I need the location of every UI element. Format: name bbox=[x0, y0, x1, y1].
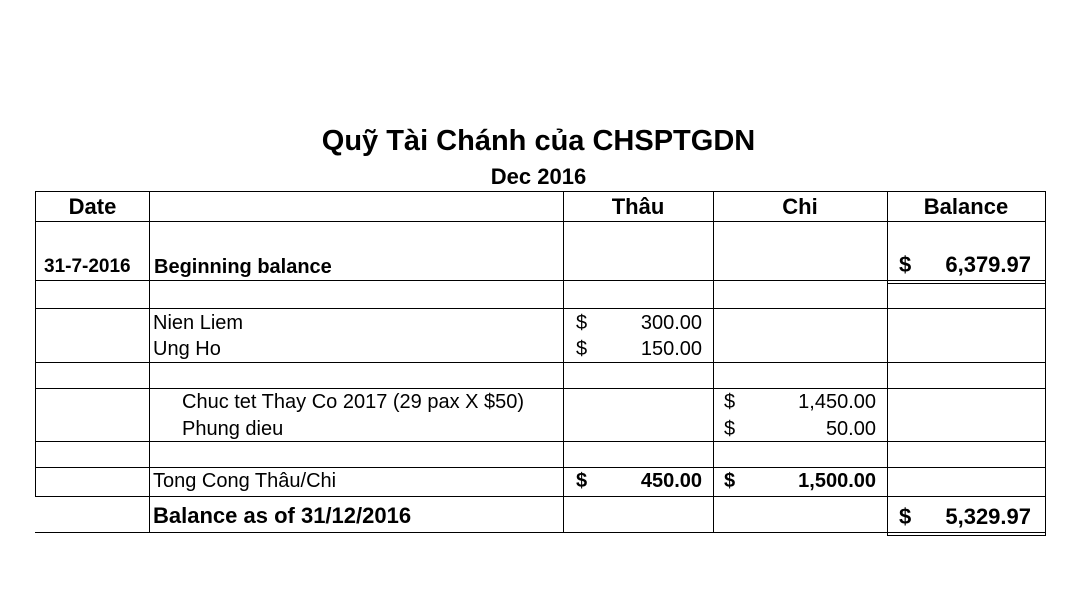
totals-description: Tong Cong Thâu/Chi bbox=[153, 470, 337, 492]
income-amount: 300.00 bbox=[640, 312, 702, 334]
grid-line bbox=[35, 221, 1046, 222]
income-currency: $ bbox=[576, 312, 588, 334]
grid-line bbox=[149, 191, 150, 533]
header-thau: Thâu bbox=[611, 194, 665, 219]
grid-line bbox=[35, 362, 1046, 363]
totals-chi-currency: $ bbox=[724, 470, 736, 492]
grid-line bbox=[35, 308, 1046, 309]
totals-thau: 450.00 bbox=[640, 470, 702, 492]
header-chi: Chi bbox=[782, 194, 818, 219]
grid-line bbox=[563, 191, 564, 533]
expense-currency: $ bbox=[724, 391, 736, 413]
expense-amount: 50.00 bbox=[825, 418, 876, 440]
income-amount: 150.00 bbox=[640, 338, 702, 360]
grid-line bbox=[35, 388, 1046, 389]
grid-line bbox=[887, 191, 888, 536]
totals-thau-currency: $ bbox=[576, 470, 588, 492]
expense-currency: $ bbox=[724, 418, 736, 440]
grid-line bbox=[35, 496, 1046, 497]
beginning-date: 31-7-2016 bbox=[44, 256, 131, 277]
income-currency: $ bbox=[576, 338, 588, 360]
grid-line bbox=[35, 441, 1046, 442]
grid-line bbox=[1045, 191, 1046, 536]
header-date: Date bbox=[68, 194, 117, 219]
expense-desc: Phung dieu bbox=[182, 418, 284, 440]
beginning-currency: $ bbox=[899, 252, 912, 277]
expense-desc: Chuc tet Thay Co 2017 (29 pax X $50) bbox=[182, 391, 525, 413]
income-desc: Nien Liem bbox=[153, 312, 244, 334]
document-title: Quỹ Tài Chánh của CHSPTGDN bbox=[321, 125, 756, 157]
grid-line bbox=[713, 191, 714, 533]
grid-line bbox=[35, 467, 1046, 468]
grid-line bbox=[35, 191, 36, 497]
document-subtitle: Dec 2016 bbox=[490, 164, 587, 189]
grid-line bbox=[888, 283, 1046, 284]
grid-line bbox=[35, 191, 1046, 192]
beginning-balance: 6,379.97 bbox=[945, 252, 1031, 277]
ending-currency: $ bbox=[899, 504, 912, 529]
beginning-description: Beginning balance bbox=[154, 256, 332, 278]
expense-amount: 1,450.00 bbox=[798, 391, 876, 413]
ending-description: Balance as of 31/12/2016 bbox=[153, 503, 412, 528]
grid-line bbox=[35, 280, 1046, 281]
header-balance: Balance bbox=[923, 194, 1009, 219]
grid-line bbox=[888, 535, 1046, 536]
totals-chi: 1,500.00 bbox=[798, 470, 876, 492]
ending-balance: 5,329.97 bbox=[945, 504, 1031, 529]
grid-line bbox=[35, 532, 1046, 533]
income-desc: Ung Ho bbox=[153, 338, 221, 360]
finance-table bbox=[35, 191, 1046, 536]
